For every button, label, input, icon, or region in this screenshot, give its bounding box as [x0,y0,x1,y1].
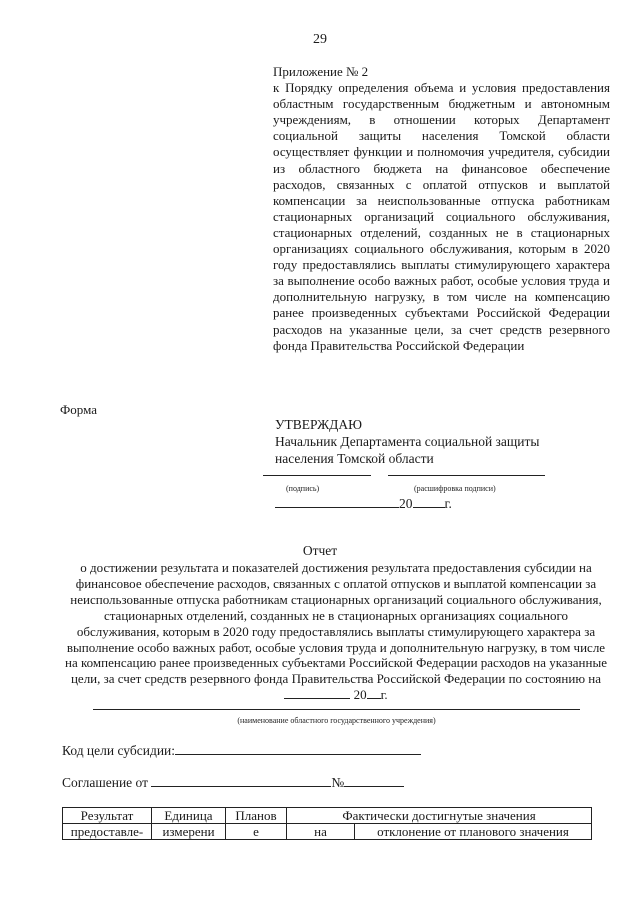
approval-position-line2: населения Томской области [275,451,434,466]
col-planned-header: Планов [226,808,287,824]
report-date-line [284,687,350,699]
agreement-number-sign: № [331,775,345,790]
subsidy-code-row [62,742,421,759]
approval-block [275,416,539,467]
date-day-month-line [275,495,399,508]
signature-caption: (подпись) [286,484,320,493]
signature-line [263,475,371,476]
approval-heading: УТВЕРЖДАЮ [275,417,363,432]
report-year-prefix: 20 [353,687,367,703]
col-actual-header: Фактически достигнутые значения [287,808,592,824]
report-description [62,560,610,703]
report-year-line [367,687,381,699]
appendix-text: к Порядку определения объема и условия предоставления областным государственным бюджетным и автономным учреждениям, в отношении которых Департамент социальной защиты населения Томской области осуществляет функции и полномочия учредителя, субсидии из областного бюджета на финансовое обеспечение расходов, связанных с оплатой отпусков и выплатой компенсации за неиспользованные отпуска работникам стационарных организаций социального обслуживания, стационарных отделений, созданных не в стационарных организациях социального обслуживания, которым в 2020 году предоставлялись выплаты стимулирующего характера за выполнение особо важных работ, особые условия труда и дополнительную нагрузку, в том числе на компенсацию ранее произведенных субъектами Российской Федерации расходов на указанные цели, за счет средств резервного фонда Правительства Российской Федерации [273,80,610,353]
col-actual-on-date: на [287,824,355,840]
signature-decoding-caption: (расшифровка подписи) [414,484,496,493]
results-table [62,807,592,840]
col-result-header-cont: предоставле- [63,824,152,840]
report-year-suffix: г. [380,687,388,703]
agreement-date-line [151,774,331,787]
col-result-header: Результат [63,808,152,824]
approval-date [275,495,452,512]
col-planned-header-cont: е [226,824,287,840]
table-header-row [63,824,592,840]
appendix-block [273,64,610,354]
subsidy-code-line [175,742,421,755]
page-number: 29 [313,32,327,47]
report-title: Отчет [302,543,338,558]
agreement-label: Соглашение от [62,775,149,790]
organization-name-line [93,709,580,710]
date-year-line [413,495,445,508]
col-unit-header-cont: измерени [152,824,226,840]
subsidy-code-label: Код цели субсидии: [62,743,176,758]
organization-caption: (наименование областного государственного учреждения) [237,716,436,725]
agreement-number-line [344,774,404,787]
approval-year-suffix: г. [444,496,452,511]
appendix-title: Приложение № 2 [273,64,369,79]
signature-decoding-line [388,475,545,476]
table-header-row [63,808,592,824]
agreement-row [62,774,404,791]
form-label: Форма [60,402,97,417]
col-unit-header: Единица [152,808,226,824]
approval-year-prefix: 20 [399,496,413,511]
col-deviation: отклонение от планового значения [355,824,592,840]
report-text: о достижении результата и показателей достижения результата предоставления субсидии на финансовое обеспечение расходов, связанных с оплатой отпусков и выплатой компенсации за неиспользованные отпуска работникам стационарных организаций социального обслуживания, стационарных отделений, созданных не в стационарных организациях социального обслуживания, которым в 2020 году предоставлялись выплаты стимулирующего характера за выполнение особо важных работ, особые условия труда и дополнительную нагрузку, в том числе на компенсацию ранее произведенных субъектами Российской Федерации расходов на указанные цели, за счет средств резервного фонда Правительства Российской Федерации по состоянию на [65,560,607,687]
approval-position-line1: Начальник Департамента социальной защиты [275,434,540,449]
